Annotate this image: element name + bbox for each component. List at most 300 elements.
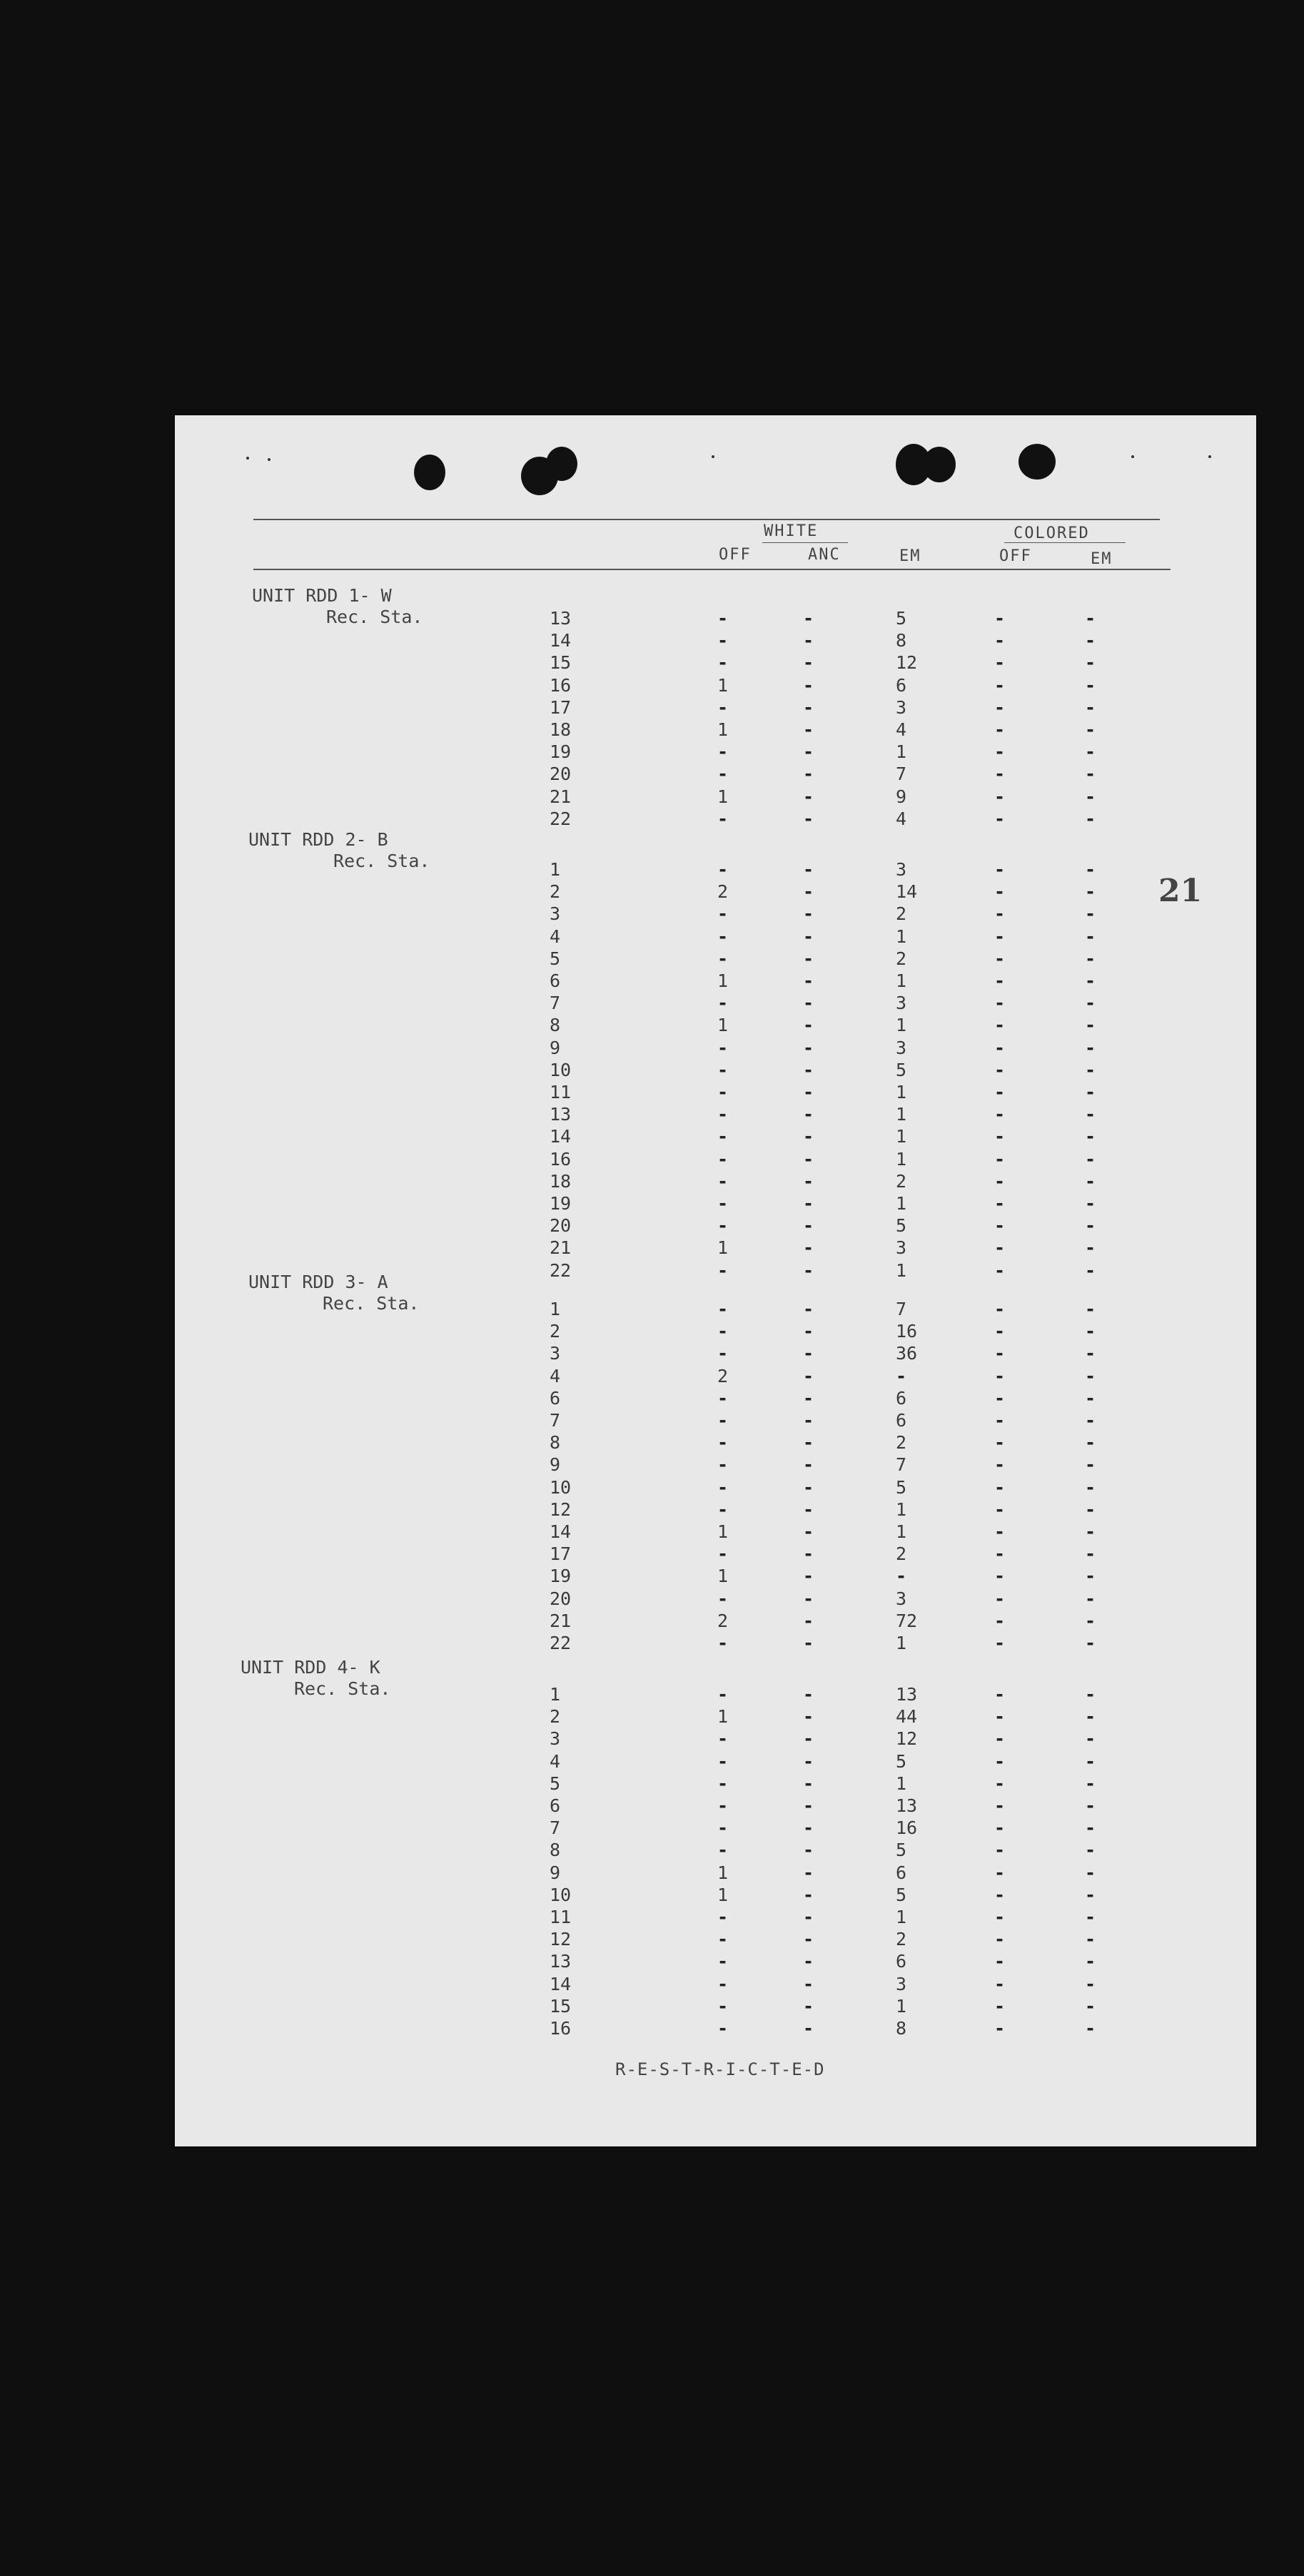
cell-off: 2 [717,1610,729,1631]
cell-anc: - [803,719,814,740]
cell-anc: - [803,1299,814,1319]
cell-anc: - [803,970,814,991]
row-number: 3 [550,903,561,925]
cell-cem: - [1085,926,1096,947]
row-number: 11 [550,1907,572,1927]
row-number: 4 [550,926,561,947]
row-number: 17 [550,1543,572,1565]
cell-em: 6 [896,1410,907,1431]
cell-coff: - [994,1929,1006,1950]
cell-anc: - [803,1951,814,1972]
row-number: 19 [550,1193,572,1214]
cell-coff: - [994,1684,1006,1705]
cell-em: 1 [896,926,907,947]
cell-em: 8 [896,2018,907,2039]
cell-off: - [717,993,729,1014]
cell-cem: - [1085,1884,1096,1905]
cell-cem: - [1085,1387,1096,1409]
cell-anc: - [803,630,814,651]
cell-coff: - [994,674,1006,696]
cell-cem: - [1085,948,1096,969]
cell-anc: - [803,1193,814,1214]
cell-anc: - [803,1817,814,1839]
cell-em: 2 [896,1929,907,1950]
cell-em: 3 [896,859,907,880]
col-header-white-anc: ANC [808,546,841,564]
cell-cem: - [1085,808,1096,829]
cell-off: - [717,1995,729,2017]
cell-coff: - [994,1706,1006,1728]
cell-anc: - [803,1907,814,1927]
cell-off: - [717,741,729,763]
cell-anc: - [803,1410,814,1431]
cell-em: 16 [896,1321,918,1342]
row-number: 12 [550,1499,572,1520]
cell-em: 1 [896,741,907,763]
cell-off: - [717,1037,729,1058]
row-number: 7 [550,1817,561,1839]
cell-off: - [717,1728,729,1750]
cell-em: 2 [896,903,907,925]
cell-off: 1 [717,1706,729,1728]
cell-anc: - [803,1432,814,1454]
cell-coff: - [994,881,1006,903]
cell-coff: - [994,1410,1006,1431]
cell-off: - [717,1104,729,1125]
cell-off: - [717,1410,729,1431]
cell-coff: - [994,926,1006,947]
cell-cem: - [1085,786,1096,807]
cell-anc: - [803,1365,814,1386]
cell-cem: - [1085,1237,1096,1259]
cell-cem: - [1085,859,1096,880]
cell-em: - [896,1365,907,1386]
cell-coff: - [994,1454,1006,1476]
cell-cem: - [1085,1750,1096,1772]
cell-anc: - [803,1387,814,1409]
cell-em: 72 [896,1610,918,1631]
row-number: 20 [550,1215,572,1237]
cell-cem: - [1085,1037,1096,1058]
cell-anc: - [803,859,814,880]
cell-coff: - [994,1610,1006,1631]
cell-em: 4 [896,719,907,740]
row-number: 14 [550,1521,572,1542]
cell-coff: - [994,1104,1006,1125]
cell-em: 3 [896,1237,907,1259]
cell-coff: - [994,1059,1006,1080]
row-number: 1 [550,859,561,880]
cell-off: 1 [717,786,729,807]
cell-off: - [717,859,729,880]
cell-cem: - [1085,1840,1096,1861]
cell-cem: - [1085,1321,1096,1342]
cell-em: 3 [896,1037,907,1058]
cell-coff: - [994,1543,1006,1565]
col-header-white-off: OFF [719,546,752,564]
cell-off: - [717,764,729,785]
cell-cem: - [1085,1588,1096,1609]
cell-em: 12 [896,652,918,674]
cell-cem: - [1085,696,1096,718]
cell-anc: - [803,1015,814,1036]
cell-coff: - [994,1817,1006,1839]
cell-cem: - [1085,1365,1096,1386]
cell-em: 13 [896,1684,918,1705]
cell-cem: - [1085,1684,1096,1705]
cell-anc: - [803,948,814,969]
cell-off: - [717,1059,729,1080]
cell-cem: - [1085,1015,1096,1036]
cell-anc: - [803,652,814,674]
cell-coff: - [994,652,1006,674]
cell-off: - [717,1543,729,1565]
row-number: 17 [550,696,572,718]
cell-off: - [717,1840,729,1861]
cell-em: 1 [896,1907,907,1927]
cell-off: - [717,1259,729,1281]
cell-coff: - [994,608,1006,629]
cell-coff: - [994,1126,1006,1147]
cell-coff: - [994,1973,1006,1994]
cell-coff: - [994,1728,1006,1750]
cell-em: 5 [896,1059,907,1080]
cell-coff: - [994,1995,1006,2017]
cell-coff: - [994,2018,1006,2039]
cell-cem: - [1085,1215,1096,1237]
row-number: 7 [550,993,561,1014]
punch-hole [1019,444,1056,480]
cell-off: - [717,1795,729,1816]
cell-anc: - [803,1566,814,1587]
cell-anc: - [803,1995,814,2017]
cell-cem: - [1085,630,1096,651]
cell-off: - [717,1215,729,1237]
cell-cem: - [1085,1059,1096,1080]
cell-coff: - [994,1633,1006,1653]
cell-em: 16 [896,1817,918,1839]
cell-off: 1 [717,1862,729,1883]
cell-anc: - [803,1037,814,1058]
cell-off: - [717,1633,729,1653]
cell-coff: - [994,993,1006,1014]
cell-em: 7 [896,1454,907,1476]
cell-off: - [717,652,729,674]
cell-off: - [717,1684,729,1705]
cell-coff: - [994,1884,1006,1905]
row-number: 21 [550,1610,572,1631]
row-number: 8 [550,1015,561,1036]
cell-off: - [717,1929,729,1950]
cell-off: - [717,696,729,718]
cell-cem: - [1085,1148,1096,1170]
cell-anc: - [803,1610,814,1631]
row-number: 2 [550,1706,561,1728]
white-group-rule [762,542,848,543]
row-number: 13 [550,1951,572,1972]
row-number: 4 [550,1365,561,1386]
row-number: 20 [550,1588,572,1609]
cell-anc: - [803,1476,814,1498]
row-number: 4 [550,1750,561,1772]
row-number: 15 [550,1995,572,2017]
cell-coff: - [994,630,1006,651]
row-number: 16 [550,674,572,696]
cell-anc: - [803,741,814,763]
cell-em: 1 [896,1259,907,1281]
cell-cem: - [1085,1566,1096,1587]
unit-title: UNIT RDD 1- W [252,585,392,606]
cell-off: - [717,948,729,969]
cell-em: 6 [896,1951,907,1972]
cell-coff: - [994,1193,1006,1214]
cell-anc: - [803,993,814,1014]
cell-off: - [717,1148,729,1170]
cell-anc: - [803,1588,814,1609]
cell-cem: - [1085,1454,1096,1476]
cell-anc: - [803,1543,814,1565]
cell-em: 5 [896,1884,907,1905]
cell-em: 1 [896,1499,907,1520]
row-number: 10 [550,1476,572,1498]
row-number: 2 [550,1321,561,1342]
cell-off: - [717,608,729,629]
row-number: 11 [550,1082,572,1102]
cell-off: - [717,1387,729,1409]
cell-coff: - [994,1795,1006,1816]
row-number: 9 [550,1037,561,1058]
white-group-header: WHITE [764,522,819,540]
cell-off: - [717,1126,729,1147]
cell-off: - [717,926,729,947]
row-number: 14 [550,1973,572,1994]
cell-off: - [717,1454,729,1476]
cell-cem: - [1085,1259,1096,1281]
cell-cem: - [1085,1862,1096,1883]
cell-em: 1 [896,1082,907,1102]
cell-anc: - [803,1237,814,1259]
cell-coff: - [994,1082,1006,1102]
cell-cem: - [1085,1610,1096,1631]
cell-coff: - [994,1432,1006,1454]
cell-coff: - [994,1907,1006,1927]
punch-hole [414,455,445,490]
cell-off: - [717,1432,729,1454]
header-top-rule [253,519,1160,520]
cell-cem: - [1085,993,1096,1014]
cell-coff: - [994,903,1006,925]
cell-off: - [717,1907,729,1927]
cell-anc: - [803,1795,814,1816]
cell-cem: - [1085,1299,1096,1319]
row-number: 3 [550,1728,561,1750]
cell-anc: - [803,1170,814,1192]
cell-anc: - [803,1215,814,1237]
cell-em: 44 [896,1706,918,1728]
cell-cem: - [1085,1773,1096,1794]
cell-em: 6 [896,1862,907,1883]
row-number: 8 [550,1840,561,1861]
row-number: 22 [550,1633,572,1653]
cell-coff: - [994,1037,1006,1058]
cell-coff: - [994,1321,1006,1342]
cell-anc: - [803,696,814,718]
cell-anc: - [803,1706,814,1728]
cell-off: - [717,1951,729,1972]
cell-anc: - [803,1148,814,1170]
cell-cem: - [1085,1410,1096,1431]
cell-cem: - [1085,741,1096,763]
row-number: 14 [550,630,572,651]
cell-anc: - [803,1343,814,1364]
cell-cem: - [1085,881,1096,903]
cell-coff: - [994,1476,1006,1498]
cell-off: - [717,1499,729,1520]
row-number: 5 [550,1773,561,1794]
row-number: 19 [550,1566,572,1587]
cell-coff: - [994,1015,1006,1036]
cell-em: 1 [896,1773,907,1794]
cell-em: 8 [896,630,907,651]
row-number: 9 [550,1862,561,1883]
cell-em: 7 [896,1299,907,1319]
cell-em: 2 [896,1170,907,1192]
cell-em: 5 [896,1476,907,1498]
cell-coff: - [994,1521,1006,1542]
row-number: 13 [550,1104,572,1125]
cell-em: 1 [896,970,907,991]
row-number: 6 [550,970,561,991]
cell-cem: - [1085,1126,1096,1147]
row-number: 1 [550,1299,561,1319]
cell-em: 5 [896,1840,907,1861]
cell-cem: - [1085,1728,1096,1750]
row-number: 18 [550,719,572,740]
cell-coff: - [994,1215,1006,1237]
cell-anc: - [803,1728,814,1750]
cell-anc: - [803,1750,814,1772]
unit-title: UNIT RDD 2- B [248,829,388,850]
cell-em: 3 [896,993,907,1014]
cell-anc: - [803,2018,814,2039]
cell-cem: - [1085,1543,1096,1565]
speck [246,457,249,460]
cell-coff: - [994,1862,1006,1883]
cell-em: 7 [896,764,907,785]
cell-anc: - [803,674,814,696]
cell-anc: - [803,1633,814,1653]
cell-em: 1 [896,1995,907,2017]
cell-coff: - [994,1237,1006,1259]
cell-em: 5 [896,1750,907,1772]
row-number: 19 [550,741,572,763]
row-number: 5 [550,948,561,969]
cell-coff: - [994,1365,1006,1386]
row-number: 10 [550,1884,572,1905]
speck [268,458,271,461]
cell-anc: - [803,1059,814,1080]
unit-title: UNIT RDD 4- K [241,1657,380,1678]
cell-off: - [717,1299,729,1319]
cell-anc: - [803,1521,814,1542]
cell-off: 1 [717,674,729,696]
cell-cem: - [1085,1343,1096,1364]
cell-cem: - [1085,1706,1096,1728]
cell-coff: - [994,1499,1006,1520]
header-bottom-rule [253,569,1171,570]
cell-off: - [717,1817,729,1839]
cell-off: - [717,1343,729,1364]
cell-anc: - [803,1259,814,1281]
cell-cem: - [1085,1973,1096,1994]
cell-em: 9 [896,786,907,807]
cell-off: - [717,630,729,651]
cell-em: 1 [896,1633,907,1653]
cell-coff: - [994,1387,1006,1409]
cell-off: - [717,1170,729,1192]
cell-em: 1 [896,1126,907,1147]
cell-em: 3 [896,696,907,718]
cell-cem: - [1085,1082,1096,1102]
col-header-colored-em: EM [1091,550,1113,568]
cell-anc: - [803,1773,814,1794]
cell-coff: - [994,1259,1006,1281]
cell-cem: - [1085,674,1096,696]
cell-off: 1 [717,1521,729,1542]
col-header-white-em: EM [899,547,921,565]
cell-anc: - [803,808,814,829]
cell-coff: - [994,1170,1006,1192]
row-number: 16 [550,2018,572,2039]
cell-coff: - [994,948,1006,969]
cell-coff: - [994,1588,1006,1609]
cell-anc: - [803,1104,814,1125]
cell-cem: - [1085,1907,1096,1927]
cell-anc: - [803,1321,814,1342]
page-number: 21 [1158,873,1203,909]
cell-anc: - [803,1684,814,1705]
cell-coff: - [994,764,1006,785]
cell-cem: - [1085,1476,1096,1498]
speck [1131,455,1134,458]
row-number: 18 [550,1170,572,1192]
row-number: 20 [550,764,572,785]
cell-cem: - [1085,1633,1096,1653]
cell-off: 1 [717,1015,729,1036]
cell-off: 1 [717,970,729,991]
cell-off: - [717,1750,729,1772]
cell-em: 13 [896,1795,918,1816]
cell-anc: - [803,1454,814,1476]
cell-off: - [717,808,729,829]
speck [1208,455,1211,458]
restricted-footer: R-E-S-T-R-I-C-T-E-D [615,2059,825,2079]
cell-em: 1 [896,1193,907,1214]
cell-coff: - [994,1148,1006,1170]
cell-cem: - [1085,1951,1096,1972]
row-number: 22 [550,808,572,829]
cell-em: 2 [896,948,907,969]
cell-anc: - [803,881,814,903]
cell-em: 2 [896,1543,907,1565]
unit-title: UNIT RDD 3- A [248,1272,388,1292]
cell-em: 1 [896,1015,907,1036]
cell-cem: - [1085,1795,1096,1816]
row-number: 10 [550,1059,572,1080]
cell-em: 5 [896,1215,907,1237]
document-page [175,415,1256,2146]
cell-off: 1 [717,1237,729,1259]
